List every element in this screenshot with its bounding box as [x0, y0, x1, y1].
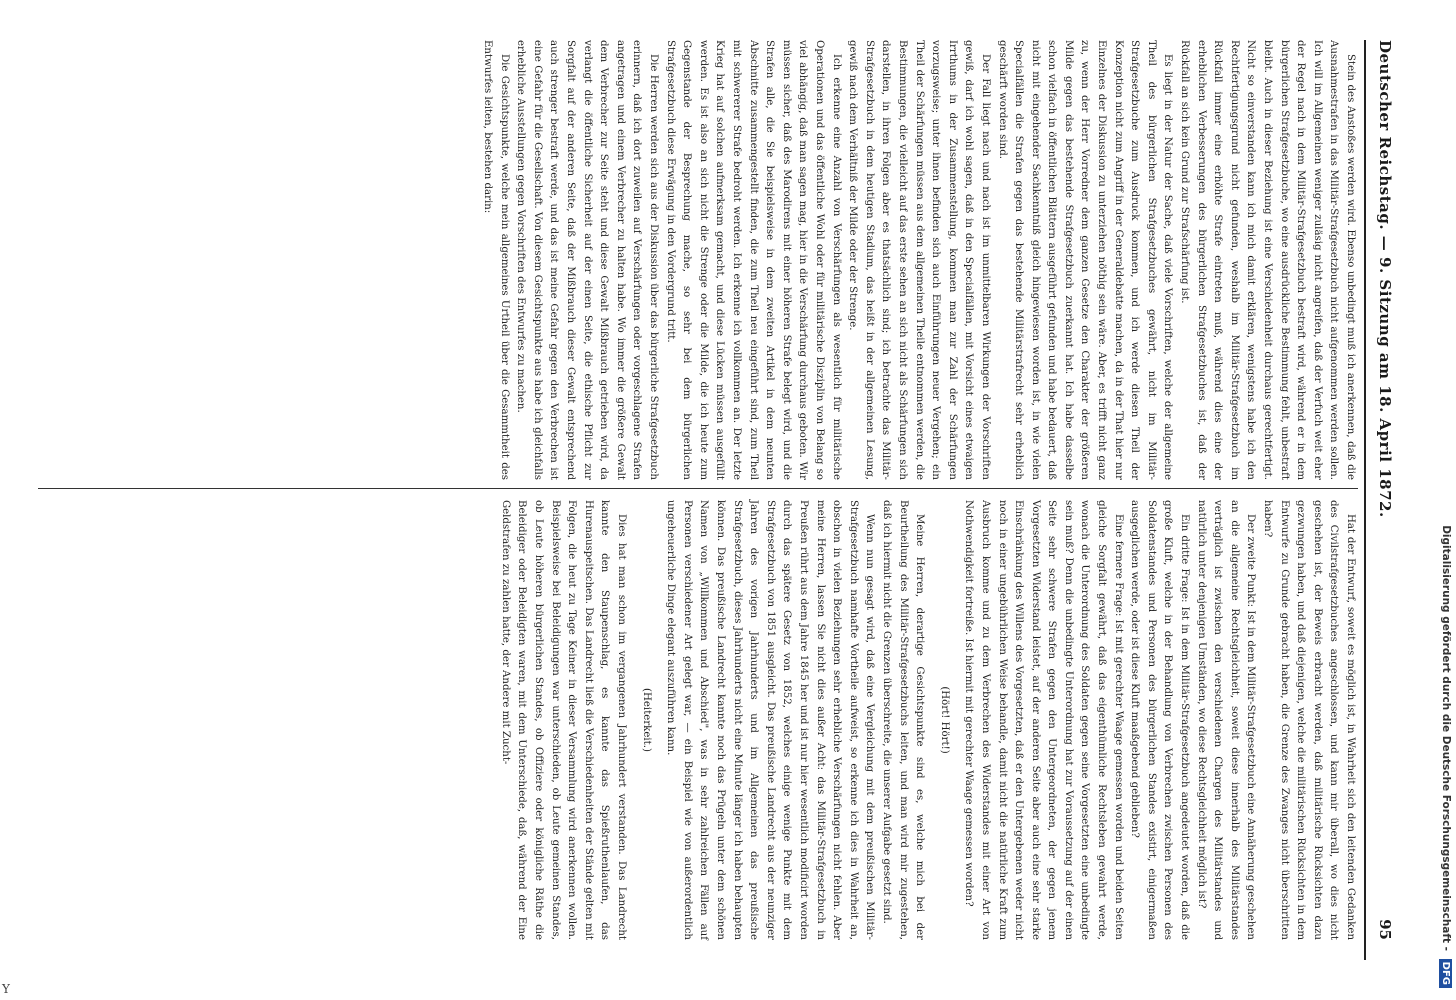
paragraph: Es liegt in der Natur der Sache, daß viele Vorschriften, welche der allgemeine Theil des bürgerlichen Strafgesetzbuches gewährt, nicht im Militär-Strafgesetzbuche zum Ausdruck kommen, und ich werde diesen Theil der Konzeption nicht zum Angriff in der Generaldebatte machen, da in der That hier nur Einzelnes der Diskussion zu unterziehen nöthig sein wäre. Aber, es trifft nicht ganz zu, wenn der Herr Vorredner dem ganzen Gesetze den Charakter der größeren Milde gegen das bestehende Strafgesetzbuch zuerkannt hat. Ich habe dasselbe schon vielfach in öffentlichen Blättern ausgeführt gefunden und habe bedauert, daß nicht mit eingehender Sachkenntniß gleich hingewiesen worden ist, in wie vielen Specialfällen die Strafen gegen das bestehende Militärstrafrecht sehr erheblich geschärft worden sind.: [996, 40, 1174, 480]
text-column-right: [38, 500, 1358, 940]
corner-mark: Y: [2, 982, 10, 996]
paragraph: Der zweite Punkt: Ist in dem Militär-Strafgesetzbuch eine Annäherung geschehen an die allgemeine Rechtsgleichheit, soweit diese innerhalb des Militärstandes verträglich ist zwischen den verschiedenen Chargen des Militärstandes und natürlich unter denjenigen Umständen, wo diese Rechtsgleichheit möglich ist?: [1195, 500, 1257, 940]
paragraph: Eine fernere Frage: Ist mit gerechter Waage gemessen worden und beiden Seiten gleiche Sorgfalt gewährt, daß das eigenthümliche Rechtsleben gewahrt werde, wonach die Unterordnung des Soldaten gegen seine Vorgesetzten eine unbedingte sein muß? Denn die unbedingte Unterordnung hat zur Voraussetzung auf der einen Seite sehr schwere Strafen gegen den Untergeordneten, der gegen jenem Vorgesetzten Widerstand leistet, auf der anderen Seite aber auch eine sehr starke Einschränkung des Willens des Vorgesetzten, daß er den Untergebenen weder nicht noch in einer ungebührlichen Weise behandle, damit nicht die natürliche Kraft zum Ausbruch komme und zu dem Verbrechen des Widerstandes mit einer Art von Nothwendigkeit fortreiße. Ist hiermit mit gerechter Waage gemessen worden?: [963, 500, 1124, 940]
paragraph: Die Herren werden sich aus der Diskussion über das bürgerliche Strafgesetzbuch erinnern, daß ich dort zuweilen auf Verschärfungen oder vorgeschlagene Strafen angetragen und einem Verbrecher zu halten habe. Wo immer die größere Gewalt dem Verbrecher zur Seite steht und diese Gewalt Mißbrauch getrieben wird, da verlangt die öffentliche Sicherheit auf der einen Seite, die ethische Pflicht zur Sorgfalt auf der anderen Seite, daß der Mißbrauch dieser Gewalt entsprechend auch strenger bestraft werde, und das ist meine Gefahr gegen den Verbrechen ist eine Gefahr für die Gesellschaft. Von diesem Gesichtspunkte aus habe ich gleichfalls erhebliche Ausstellungen gegen Vorschriften des Entwurfes zu machen.: [515, 40, 660, 480]
paragraph: Hat der Entwurf, soweit es möglich ist, in Wahrheit sich den leitenden Gedanken des Civilstrafgesetzbuches angeschlossen, und kann mir überall, wo dies nicht geschehen ist, der Beweis erbracht werden, daß militärische Rücksichten dazu gezwungen haben, und daß diejenigen, welche die militärischen Rücksichten in dem Entwurfe zu Grunde gebracht haben, die Grenze des Zwanges nicht überschritten haben?: [1262, 500, 1356, 940]
paragraph: Dies hat man schon im vergangenen Jahrhundert verstanden. Das Landrecht kannte den Staupenschlag, es kannte das Spießruthenlaufen, das Hurenauspeitschen. Das Landrecht ließ die Verschiedenheiten der Stände gelten mit Folgen, die heut zu Tage Keiner in dieser Versammlung wird anerkennen wollen. Beispielsweise bei Beleidigungen war unterschieden, ob Leute gemeinen Standes, ob Leute höheren bürgerlichen Standes, ob Offiziere oder königliche Räthe die Beleidiger oder Beleidigten waren, mit dem Unterschiede, daß, während der Eine Geldstrafen zu zahlen hatte, der Andere mit Zucht-: [499, 500, 628, 940]
paragraph: Wenn nun gesagt wird, daß eine Vergleichung mit dem preußischen Militär-Strafgesetzbuch namhafte Vortheile aufweist, so erkenne ich dies in Wahrheit an, obschon in vielen Beziehungen sehr erhebliche Verschärfungen nicht fehlen. Aber meine Herren, lassen Sie nicht dies außer Acht: das Militär-Strafgesetzbuch in Preußen rührt aus dem Jahre 1845 her und ist nur hier wesentlich modificirt worden durch das spätere Gesetz von 1852, welches einige wenige Punkte mit dem Strafgesetzbuch von 1851 ausgleicht. Das preußische Landrecht aus der neunziger Jahren des vorigen Jahrhunderts und im Allgemeinen das preußische Strafgesetzbuch, dieses Jahrhunderts nicht eine Minute länger ich haben behaupten können. Das preußische Landrecht kannte noch das Prügeln unter dem schönen Namen von „Willkommen und Abschied", was in sehr zahlreichen Fällen auf Personen verschiedener Art gelegt war, — ein Beispiel wie von außerordentlich ungeheuerliche Dinge elegant auszuführen kann.: [665, 500, 876, 940]
dfg-credit: [1432, 0, 1456, 1000]
paragraph: Meine Herren, derartige Gesichtspunkte sind es, welche mich bei der Beurtheilung des Militär-Strafgesetzbuchs leiten, und man wird mir zugestehen, daß ich hiermit nicht die Grenzen überschreite, die unserer Aufgabe gesetzt sind.: [880, 500, 926, 940]
paragraph: Ich erkenne eine Anzahl von Verschärfungen als wesentlich für militärische Operationen und das öffentliche Wohl oder für militärische Disziplin von Belang so viel abhängig, daß man sagen mag, hier in die Verschärfung durchaus geboten. Wir müssen sicher, daß des Marodirens mit einer höheren Strafe belegt wird, und die Strafen alle, die Sie beispielsweise in dem zweiten Artikel in dem neunten Abschnitte zusammengestellt finden, die zum Theil neu eingeführt sind, zum Theil mit schwererer Strafe bedroht werden. Ich erkenne ich vollkommen an. Der letzte Krieg hat auf solchen aufmerksam gemacht, und diese Lücken müssen ausgefüllt werden. Es ist also an sich nicht die Strenge oder die Milde, die ich heute zum Gegenstande der Besprechung mache, so sehr bei dem bürgerlichen Strafgesetzbuch diese Erwägung in den Vordergrund tritt.: [664, 40, 842, 480]
credit-text: Digitalisierung gefördert durch die Deutsche Forschungsgemeinschaft -: [1440, 525, 1452, 951]
page-number: 95: [1376, 919, 1394, 940]
header-rule: [1364, 40, 1366, 960]
paragraph: Ein dritte Frage: Ist in dem Militär-Strafgesetzbuch angedeutet worden, daß die große Kluft, welche in der Behandlung von Verbrechen zwischen Personen des Soldatenstandes und Personen des bürgerlichen Standes existirt, einigermaßen ausgeglichen werde, oder ist diese Kluft maaßgebend geblieben?: [1129, 500, 1191, 940]
dfg-logo: DFG: [1439, 959, 1452, 988]
interjection: (Heiterkeit.): [640, 688, 652, 752]
running-title: Deutscher Reichstag. — 9. Sitzung am 18. April 1872.: [1376, 40, 1394, 518]
interjection: (Hört! Hört!): [938, 686, 950, 754]
paragraph: Die Gesichtspunkte, welche mein allgemeines Urtheil über die Gesammtheit des Entwurfes leiten, bestehen darin:: [482, 40, 510, 480]
paragraph: Stein des Anstoßes werden wird. Ebenso unbedingt muß ich anerkennen, daß die Ausnahmestrafen in das Militär-Strafgesetzbuch nicht aufgenommen werden sollen. Ich will im Allgemeinen weniger zuläsig nicht angreifen, daß der Verfuch weit eher der Regel nach in dem Militär-Strafgesetzbuch bestraft wird, während er in dem bürgerlichen Strafgesetzbuche, wo eine ausdrückliche Bestimmung fehlt, unbestraft bleibt. Auch in dieser Beziehung ist eine Verschiedenheit durchaus gerechtfertigt. Nicht so einverstanden kann ich mich damit erklären, wenigstens habe ich den Rechtfertigungsgrund nicht gefunden, weshalb im Militär-Strafgesetzbuch im Rückfall immer eine erhöhte Strafe eintreten muß, während dies eine der erheblichen Verbesserungen des bürgerlichen Strafgesetzbuches ist, daß der Rückfall an sich kein Grund zur Strafschärfung ist.: [1179, 40, 1356, 480]
text-column-left: [38, 40, 1358, 480]
paragraph: Der Fall liegt nach und nach ist im unmittelbaren Wirkungen der Vorschriften gewiß, darf ich wohl sagen, daß in den Specialfällen, mit Vorsicht eines etwaigen Irrthums in der Zusammenstellung, kommen man zur Zahl der Schärfungen vorzugsweise; unter ihnen befinden sich auch Einführungen neuer Vergehen; ein Theil der Schärfungen müssen aus dem allgemeinen Theile entnommen werden, die Bestimmungen, die vielleicht auf das erste sehen an sich nicht als Schärfungen sich darstellen, in ihren Folgen aber es thatsächlich sind; ich betrachte das Militär-Strafgesetzbuch in dem heutigen Stadium, das heißt in der allgemeinen Lesung, gewiß nach dem Verhältniß der Milde oder der Strenge.: [847, 40, 991, 480]
page-header: [1372, 0, 1432, 1000]
column-divider: [38, 488, 1358, 489]
